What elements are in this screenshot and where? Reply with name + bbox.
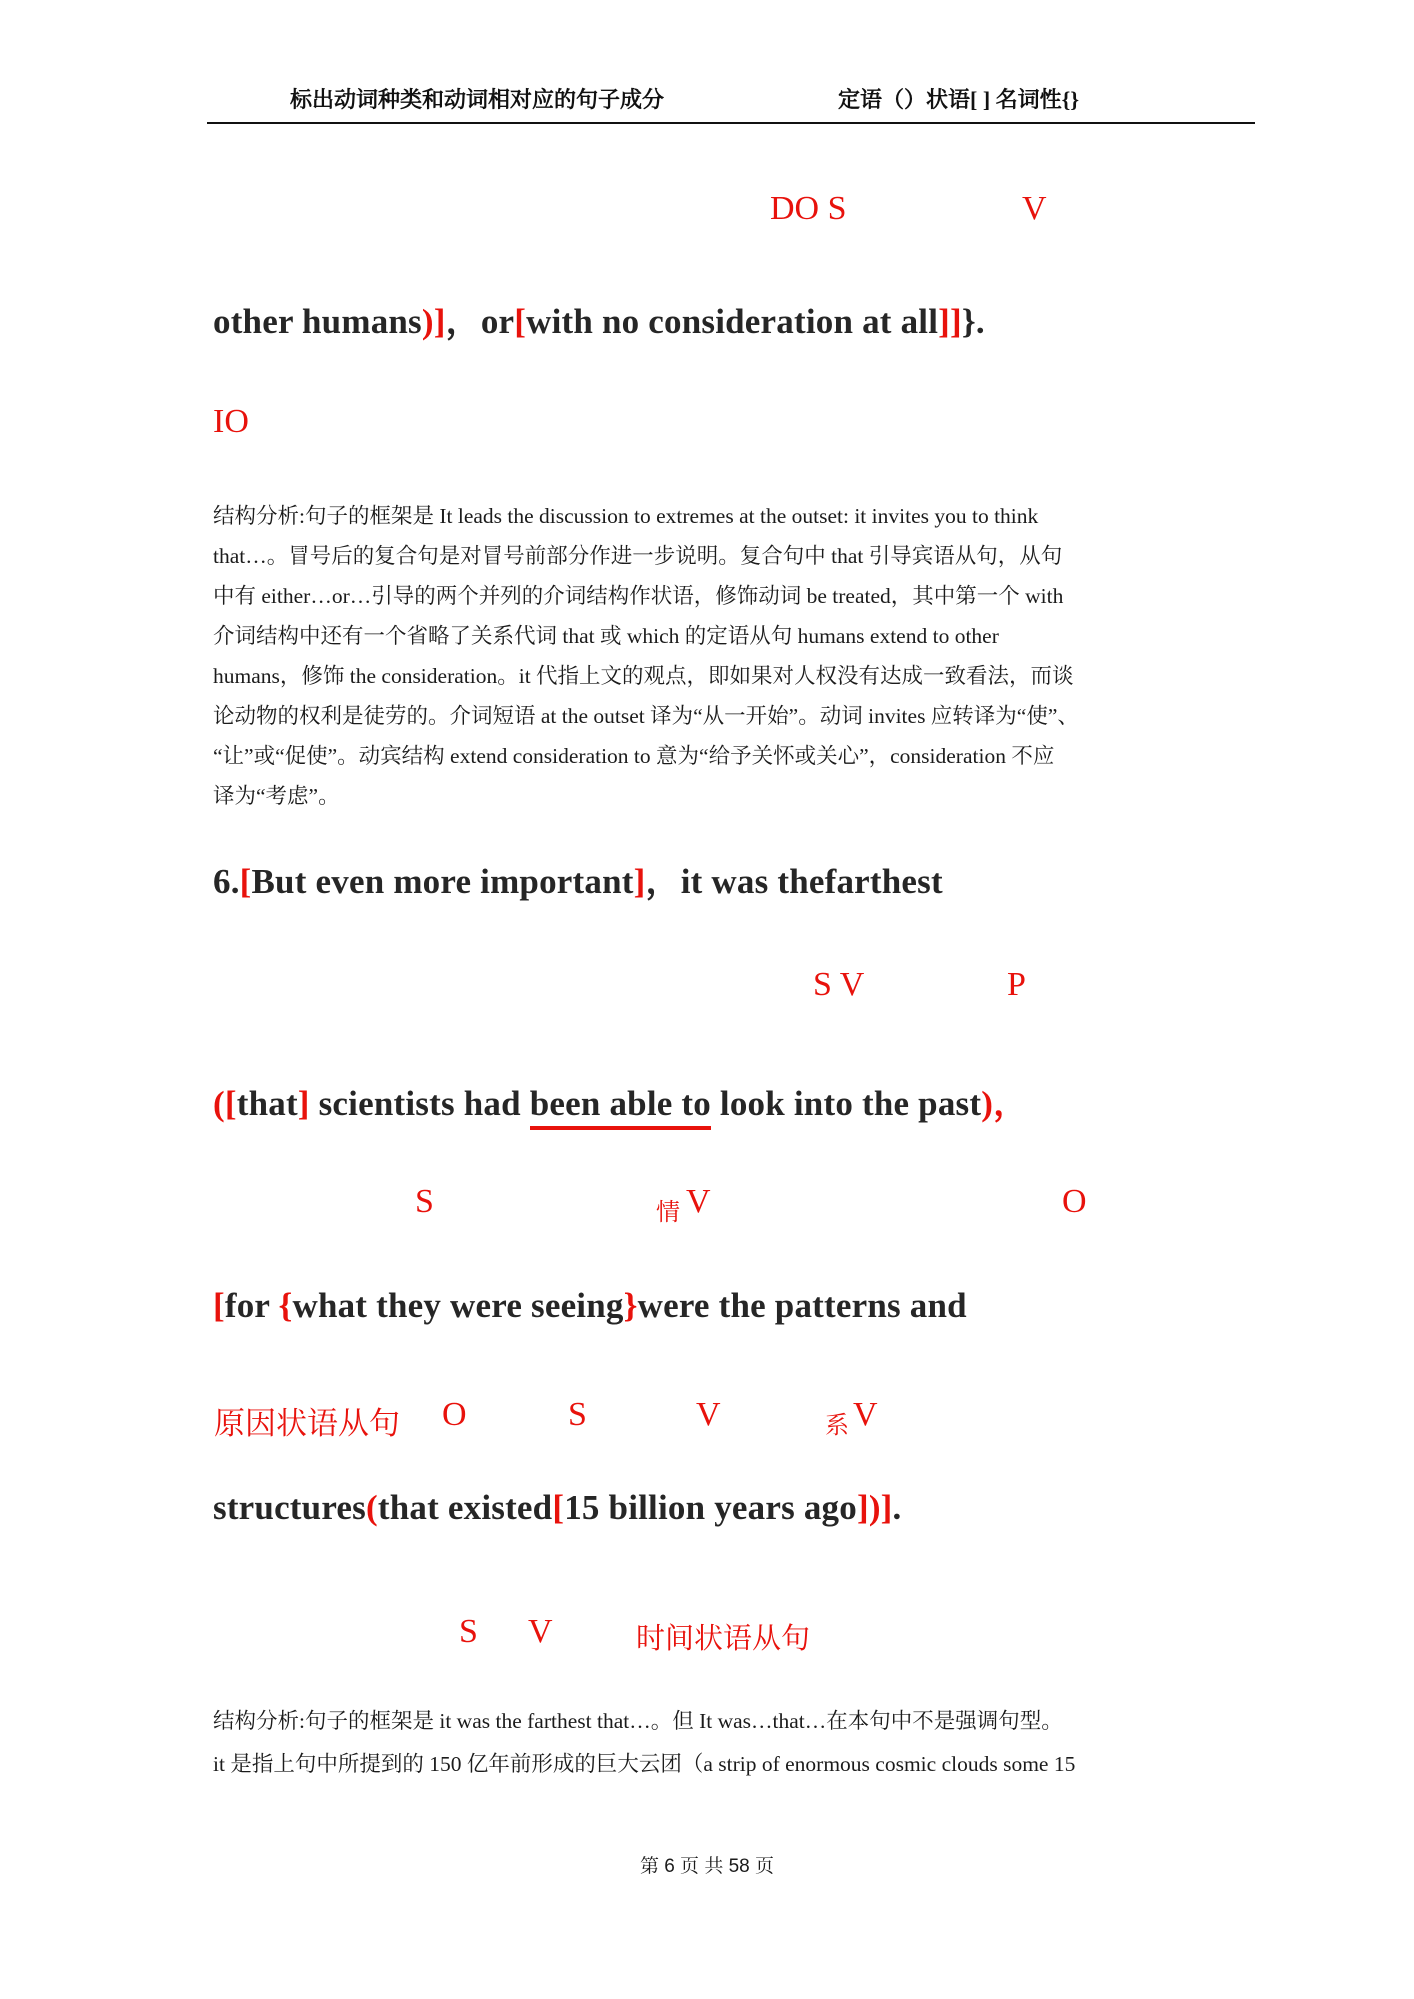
sentence-line-1 bbox=[213, 294, 985, 344]
text-run: 15 billion years ago bbox=[564, 1488, 857, 1527]
text-run: look into the past bbox=[710, 1084, 982, 1123]
grammar-label-v: V bbox=[696, 1396, 721, 1433]
grammar-label-s: S bbox=[459, 1613, 478, 1650]
grammar-label-v: V bbox=[686, 1183, 711, 1220]
text-run: ])] bbox=[856, 1488, 893, 1527]
analysis-line: 结构分析:句子的框架是 It leads the discussion to extremes at the outset: it invites you to think bbox=[213, 504, 1039, 528]
grammar-label-o: O bbox=[442, 1396, 467, 1433]
page-number: 第 6 页 共 58 页 bbox=[639, 1856, 775, 1877]
text-run: But even more important bbox=[251, 862, 634, 901]
text-run: 6. bbox=[213, 862, 240, 901]
text-run: }. bbox=[961, 302, 985, 341]
text-run: ] bbox=[297, 1084, 310, 1123]
header-left-title: 标出动词种类和动词相对应的句子成分 bbox=[290, 87, 665, 112]
text-run: ( bbox=[213, 1084, 225, 1123]
analysis-line: it 是指上句中所提到的 150 亿年前形成的巨大云团（a strip of enormous cosmic clouds some 15 bbox=[213, 1752, 1076, 1776]
text-run: ( bbox=[366, 1488, 378, 1527]
analysis-paragraph-2 bbox=[213, 1700, 1075, 1786]
text-run: that bbox=[236, 1084, 298, 1123]
text-run: ， bbox=[445, 302, 481, 341]
text-run: for bbox=[224, 1286, 279, 1325]
text-run: with no consideration at all bbox=[526, 302, 939, 341]
text-run: ) bbox=[981, 1084, 994, 1123]
grammar-label-s-v: S V bbox=[813, 966, 865, 1003]
text-run: other humans bbox=[213, 302, 422, 341]
text-run: were the patterns and bbox=[637, 1286, 967, 1325]
sentence-line-3 bbox=[213, 1286, 967, 1326]
section-6-heading bbox=[213, 854, 943, 904]
grammar-label-s: S bbox=[415, 1183, 434, 1220]
page-footer bbox=[0, 1851, 1414, 1878]
text-run: scientists had bbox=[309, 1084, 530, 1123]
analysis-line: 介词结构中还有一个省略了关系代词 that 或 which 的定语从句 humans extend to other bbox=[213, 624, 999, 648]
analysis-line: 论动物的权利是徒劳的。介词短语 at the outset 译为“从一开始”。动词 invites 应转译为“使”、 bbox=[213, 704, 1079, 728]
text-run: ， bbox=[993, 1084, 1029, 1123]
text-run: [ bbox=[514, 302, 527, 341]
grammar-label-s: S bbox=[568, 1396, 587, 1433]
text-run: or bbox=[480, 302, 515, 341]
grammar-label-v2: V bbox=[853, 1396, 878, 1433]
grammar-label-v: V bbox=[528, 1613, 553, 1650]
analysis-line: 结构分析:句子的框架是 it was the farthest that…。但 It was…that…在本句中不是强调句型。 bbox=[213, 1709, 1063, 1733]
text-run: )] bbox=[421, 302, 446, 341]
sentence-line-4 bbox=[213, 1488, 902, 1528]
grammar-label-do-s: DO S bbox=[770, 190, 847, 227]
text-run: structures bbox=[213, 1488, 366, 1527]
analysis-line: 译为“考虑”。 bbox=[213, 784, 340, 808]
text-run: [ bbox=[224, 1084, 237, 1123]
grammar-label-linking: 系 bbox=[825, 1413, 849, 1439]
grammar-label-modal: 情 bbox=[656, 1200, 680, 1226]
text-run: it was thefarthest bbox=[680, 862, 943, 901]
text-run: { bbox=[278, 1286, 293, 1325]
analysis-line: “让”或“促使”。动宾结构 extend consideration to 意为“给予关怀或关心”，consideration 不应 bbox=[213, 744, 1055, 768]
grammar-label-p: P bbox=[1007, 966, 1026, 1003]
analysis-line: that…。冒号后的复合句是对冒号前部分作进一步说明。复合句中 that 引导宾语从句，从句 bbox=[213, 544, 1063, 568]
grammar-label-v: V bbox=[1022, 190, 1047, 227]
text-run: ] bbox=[633, 862, 646, 901]
text-run: [ bbox=[552, 1488, 565, 1527]
text-run: that existed bbox=[377, 1488, 553, 1527]
text-run: } bbox=[623, 1286, 638, 1325]
text-run: ， bbox=[645, 862, 681, 901]
text-run: ]] bbox=[938, 302, 962, 341]
text-run: [ bbox=[213, 1286, 225, 1325]
grammar-label-o: O bbox=[1062, 1183, 1087, 1220]
header-right-legend: 定语（）状语[ ] 名词性{} bbox=[838, 87, 1079, 112]
grammar-label-cause-clause: 原因状语从句 bbox=[214, 1406, 400, 1441]
analysis-paragraph-1 bbox=[213, 496, 1079, 816]
text-run: what they were seeing bbox=[292, 1286, 624, 1325]
text-run: been able to bbox=[530, 1084, 711, 1130]
sentence-line-2 bbox=[213, 1076, 1028, 1126]
grammar-label-time-clause: 时间状语从句 bbox=[636, 1623, 811, 1655]
analysis-line: 中有 either…or…引导的两个并列的介词结构作状语，修饰动词 be treated，其中第一个 with bbox=[213, 584, 1064, 608]
text-run: . bbox=[892, 1488, 902, 1527]
grammar-label-io: IO bbox=[213, 403, 249, 440]
header-rule bbox=[207, 122, 1255, 124]
text-run: [ bbox=[239, 862, 252, 901]
analysis-line: humans，修饰 the consideration。it 代指上文的观点，即如果对人权没有达成一致看法，而谈 bbox=[213, 664, 1074, 688]
